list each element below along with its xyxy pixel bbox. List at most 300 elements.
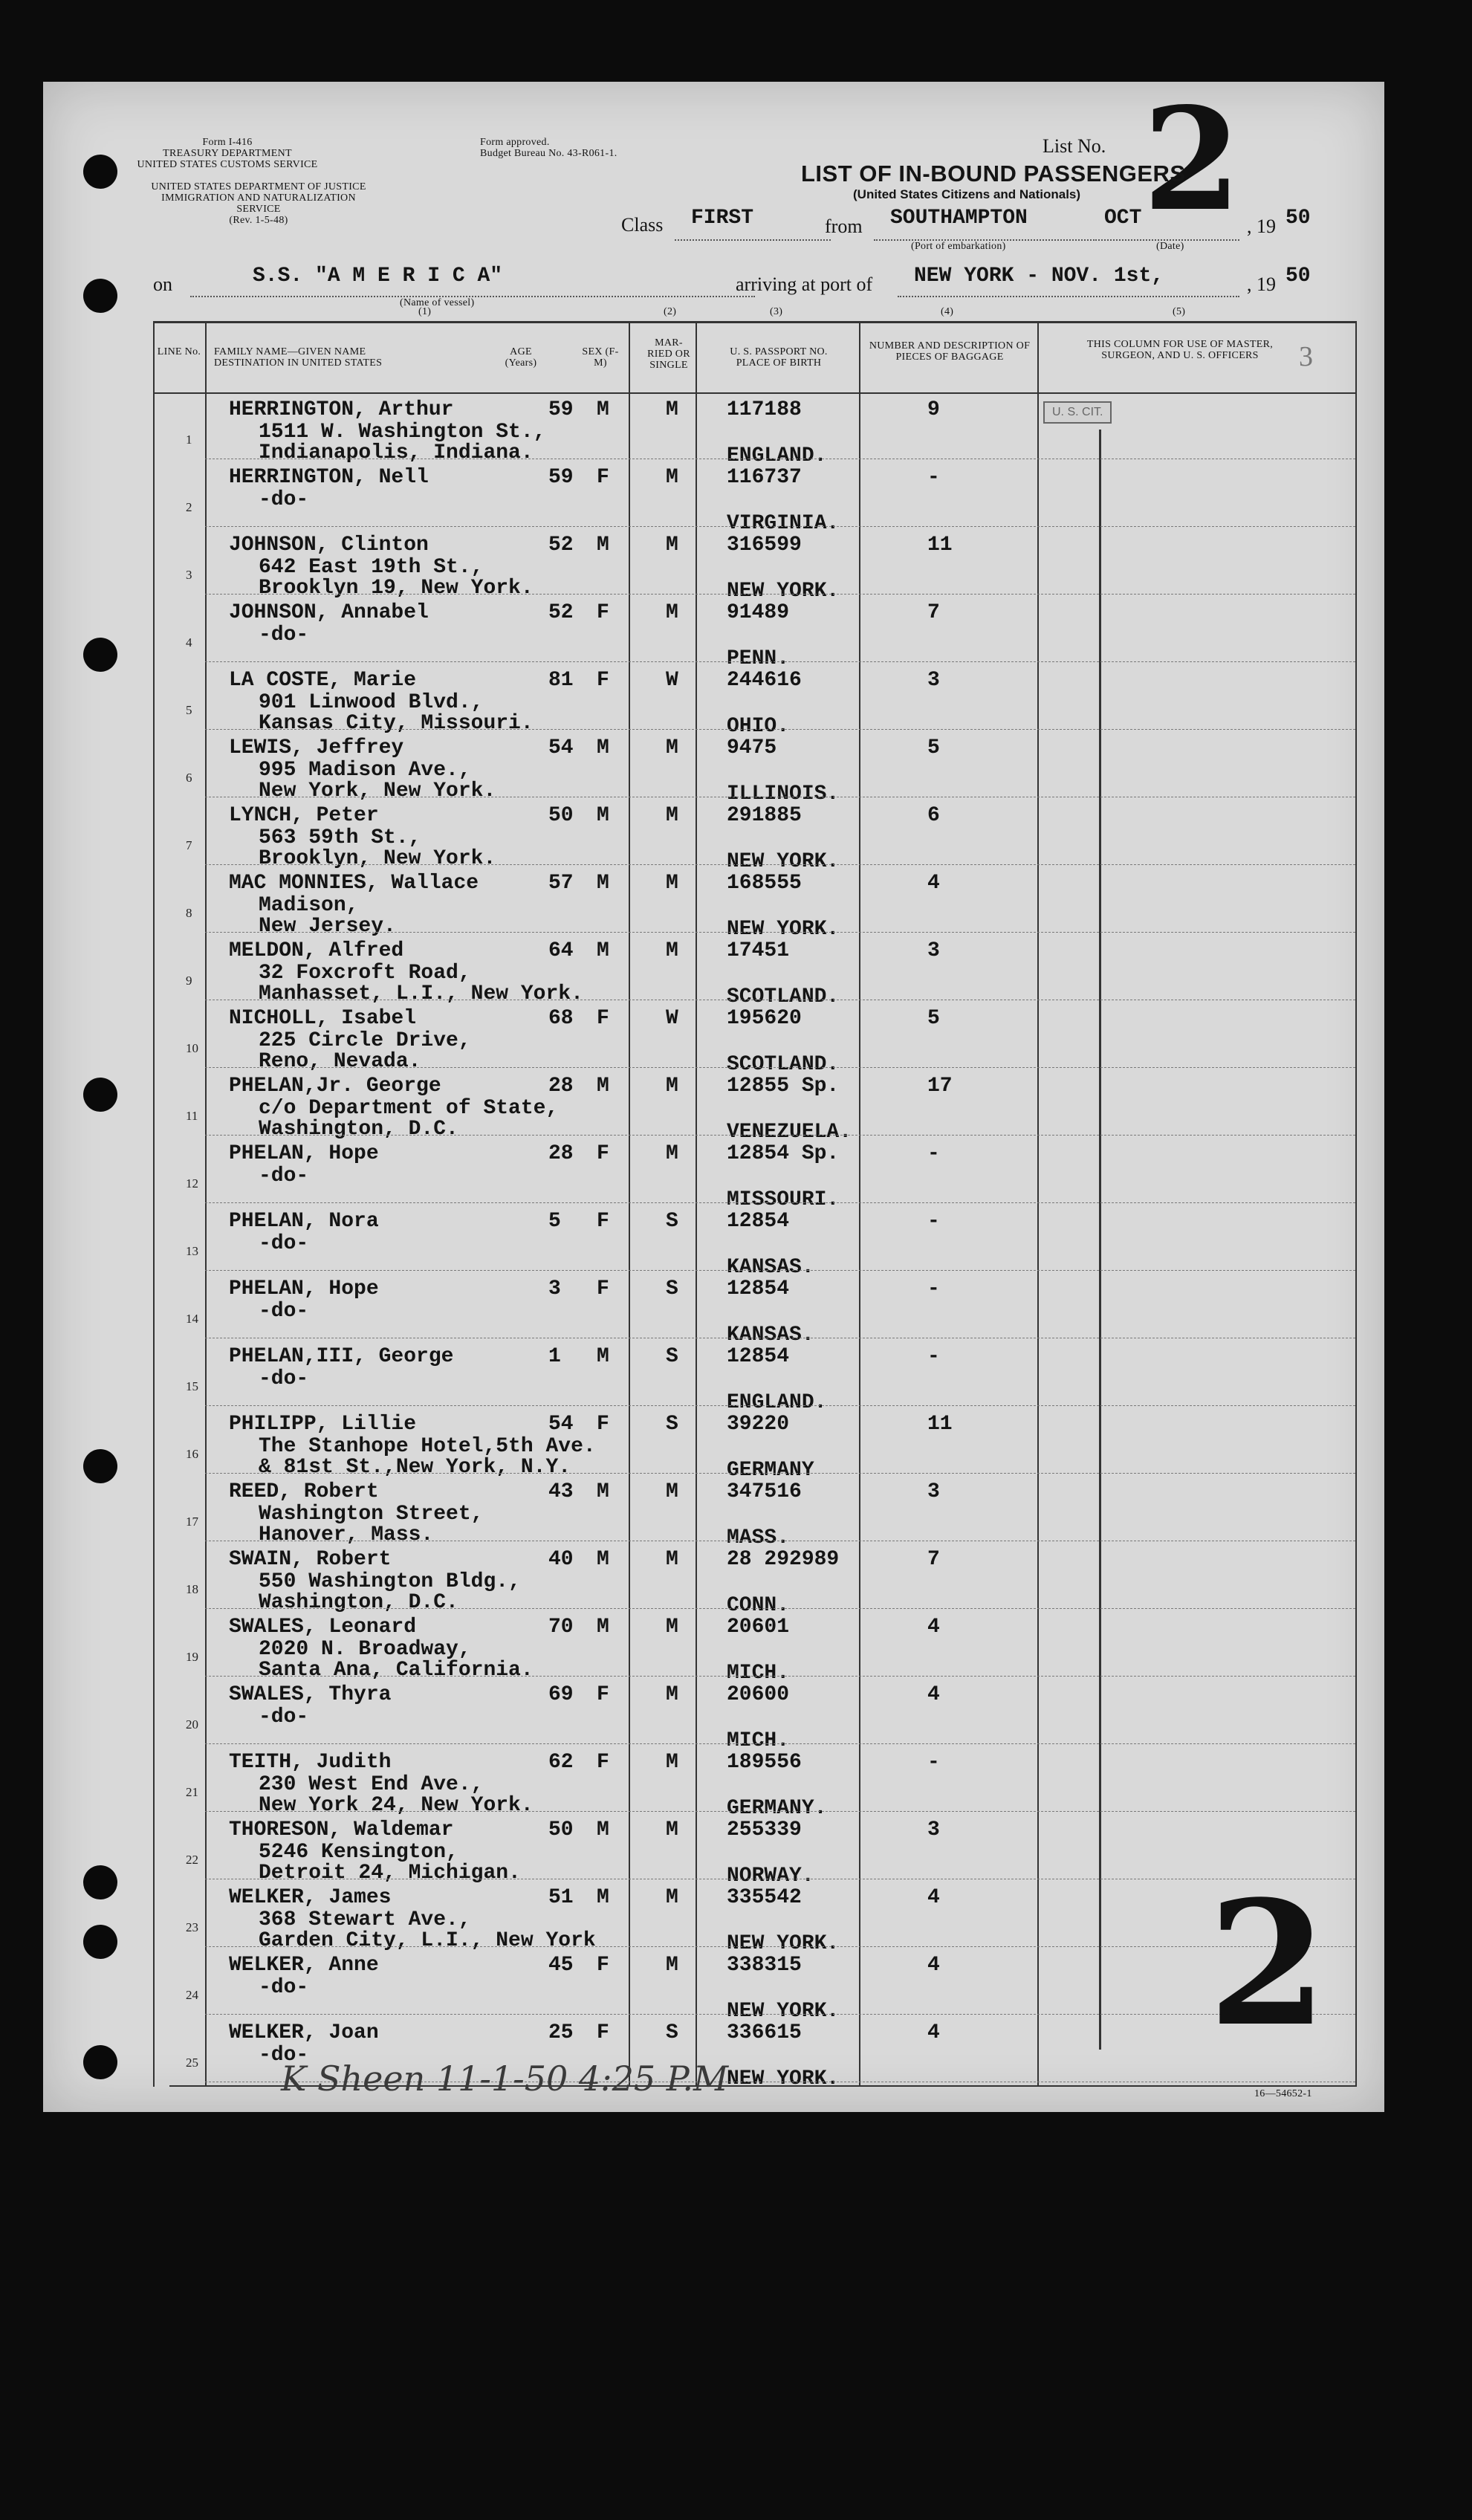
table-row [43, 1407, 1384, 1482]
passenger-baggage: 6 [927, 804, 940, 827]
passenger-name: PHELAN, Hope [229, 1142, 379, 1165]
table-row [43, 595, 1384, 670]
passenger-destination: 368 Stewart Ave., [259, 1908, 471, 1931]
passenger-name: LEWIS, Jeffrey [229, 736, 404, 759]
passenger-marital: M [666, 872, 678, 895]
passenger-sex: M [597, 736, 609, 759]
passenger-destination: The Stanhope Hotel,5th Ave. [259, 1435, 596, 1458]
passenger-destination: -do- [259, 1706, 309, 1729]
passenger-sex: M [597, 1480, 609, 1503]
passenger-marital: M [666, 1886, 678, 1909]
table-row [43, 1880, 1384, 1955]
form-header-treasury [131, 137, 324, 170]
passenger-name: WELKER, Joan [229, 2021, 379, 2044]
passenger-age: 28 [548, 1142, 574, 1165]
passenger-passport: 39220 [727, 1413, 790, 1436]
passenger-sex: F [597, 1683, 609, 1706]
passenger-baggage: - [927, 1142, 940, 1165]
passenger-name: PHELAN, Hope [229, 1277, 379, 1301]
table-row [43, 528, 1384, 603]
passenger-age: 70 [548, 1616, 574, 1639]
passenger-baggage: - [927, 1210, 940, 1233]
passenger-destination-2: Detroit 24, Michigan. [259, 1862, 521, 1885]
passenger-sex: M [597, 1616, 609, 1639]
passenger-baggage: 4 [927, 1954, 940, 1977]
form-number: Form I-416 [202, 137, 253, 148]
passenger-baggage: 11 [927, 534, 953, 557]
table-row [43, 392, 1384, 467]
table-row [43, 1542, 1384, 1617]
passenger-marital: M [666, 804, 678, 827]
passenger-destination-2: Santa Ana, California. [259, 1659, 534, 1682]
passenger-name: PHILIPP, Lillie [229, 1413, 417, 1436]
passenger-birthplace: NORWAY. [727, 1865, 814, 1888]
row-rule [205, 594, 1355, 595]
passenger-marital: M [666, 1548, 678, 1571]
passenger-age: 28 [548, 1075, 574, 1098]
col-header-officers: THIS COLUMN FOR USE OF MASTER, SURGEON, AND U. S. OFFICERS [1086, 339, 1274, 361]
passenger-birthplace: ILLINOIS. [727, 783, 840, 806]
passenger-passport: 316599 [727, 534, 802, 557]
passenger-birthplace: VIRGINIA. [727, 512, 840, 535]
passenger-age: 69 [548, 1683, 574, 1706]
table-row [43, 1272, 1384, 1347]
passenger-name: HERRINGTON, Arthur [229, 398, 454, 421]
passenger-birthplace: NEW YORK. [727, 1932, 840, 1955]
row-rule [205, 1202, 1355, 1203]
table-row [43, 1204, 1384, 1279]
passenger-destination: 563 59th St., [259, 826, 421, 849]
passenger-passport: 336615 [727, 2021, 802, 2044]
passenger-sex: F [597, 1210, 609, 1233]
passenger-sex: F [597, 1142, 609, 1165]
passenger-name: SWALES, Thyra [229, 1683, 392, 1706]
binder-hole [83, 2045, 117, 2079]
manifest-sheet [43, 77, 1384, 2112]
passenger-sex: F [597, 2021, 609, 2044]
class-line [675, 239, 831, 241]
passenger-birthplace: MISSOURI. [727, 1188, 840, 1211]
passenger-age: 64 [548, 939, 574, 962]
table-row [43, 1001, 1384, 1076]
passenger-birthplace: CONN. [727, 1594, 790, 1617]
passenger-sex: F [597, 466, 609, 489]
passenger-name: SWALES, Leonard [229, 1616, 417, 1639]
passenger-marital: M [666, 1954, 678, 1977]
ins-service: IMMIGRATION AND NATURALIZATION SERVICE [161, 192, 356, 215]
passenger-age: 52 [548, 534, 574, 557]
passenger-marital: M [666, 1818, 678, 1842]
passenger-passport: 12855 Sp. [727, 1075, 840, 1098]
passenger-marital: S [666, 2021, 678, 2044]
line-number: 16 [186, 1447, 198, 1461]
row-rule [205, 932, 1355, 933]
passenger-destination: -do- [259, 1165, 309, 1188]
year-prefix-1: , 19 [1247, 216, 1276, 237]
col-header-sex: SEX (F-M) [582, 346, 619, 369]
passenger-destination-2: Indianapolis, Indiana. [259, 441, 534, 464]
passenger-birthplace: KANSAS. [727, 1256, 814, 1279]
passenger-destination: -do- [259, 1367, 309, 1390]
passenger-name: MAC MONNIES, Wallace [229, 872, 479, 895]
passenger-name: PHELAN,Jr. George [229, 1075, 441, 1098]
passenger-age: 43 [548, 1480, 574, 1503]
arriving-label: arriving at port of [736, 273, 873, 295]
passenger-destination: -do- [259, 2044, 309, 2067]
passenger-baggage: 3 [927, 1818, 940, 1842]
page-mark: 3 [1299, 341, 1313, 372]
col-header-passport: U. S. PASSPORT NO. PLACE OF BIRTH [730, 346, 828, 369]
passenger-age: 81 [548, 669, 574, 692]
passenger-baggage: - [927, 1277, 940, 1301]
passenger-passport: 347516 [727, 1480, 802, 1503]
line-number: 25 [186, 2056, 198, 2070]
passenger-destination: -do- [259, 1300, 309, 1323]
binder-hole [83, 155, 117, 189]
revision: (Rev. 1-5-48) [229, 215, 288, 226]
table-row [43, 460, 1384, 535]
passenger-baggage: 4 [927, 1683, 940, 1706]
passenger-name: LA COSTE, Marie [229, 669, 417, 692]
passenger-sex: F [597, 669, 609, 692]
table-top-border [153, 321, 1355, 323]
passenger-birthplace: NEW YORK. [727, 918, 840, 941]
passenger-sex: F [597, 1751, 609, 1774]
approval-line-1: Form approved. [480, 137, 550, 148]
passenger-sex: M [597, 1548, 609, 1571]
list-number-stamp: 2 [1208, 1864, 1328, 2064]
passenger-destination: c/o Department of State, [259, 1097, 559, 1120]
line-number: 24 [186, 1988, 198, 2002]
passenger-age: 62 [548, 1751, 574, 1774]
binder-hole [83, 1449, 117, 1483]
passenger-sex: F [597, 1954, 609, 1977]
passenger-passport: 12854 [727, 1345, 790, 1368]
col-num-1: (1) [418, 306, 432, 317]
passenger-name: NICHOLL, Isabel [229, 1007, 417, 1030]
passenger-baggage: 5 [927, 1007, 940, 1030]
line-number: 10 [186, 1041, 198, 1055]
line-number: 11 [186, 1109, 198, 1123]
passenger-passport: 168555 [727, 872, 802, 895]
passenger-baggage: 11 [927, 1413, 953, 1436]
passenger-sex: F [597, 601, 609, 624]
line-number: 4 [186, 635, 192, 650]
passenger-passport: 117188 [727, 398, 802, 421]
col-header-line: LINE No. [157, 346, 201, 357]
year-prefix-2: , 19 [1247, 273, 1276, 295]
passenger-name: PHELAN,III, George [229, 1345, 454, 1368]
passenger-marital: M [666, 736, 678, 759]
passenger-baggage: 9 [927, 398, 940, 421]
line-number: 3 [186, 568, 192, 582]
passenger-sex: M [597, 1818, 609, 1842]
row-rule [205, 729, 1355, 730]
footer-code: 16—54652-1 [1254, 2088, 1312, 2099]
binder-hole [83, 1865, 117, 1899]
passenger-marital: W [666, 1007, 678, 1030]
passenger-sex: M [597, 1886, 609, 1909]
passenger-age: 40 [548, 1548, 574, 1571]
passenger-age: 50 [548, 1818, 574, 1842]
passenger-passport: 335542 [727, 1886, 802, 1909]
passenger-birthplace: OHIO. [727, 715, 790, 738]
list-no-label: List No. [1043, 135, 1106, 157]
passenger-marital: M [666, 466, 678, 489]
passenger-destination-2: Manhasset, L.I., New York. [259, 982, 583, 1005]
passenger-age: 57 [548, 872, 574, 895]
year-value-1: 50 [1285, 207, 1311, 230]
line-number: 7 [186, 838, 192, 852]
passenger-birthplace: SCOTLAND. [727, 985, 840, 1008]
passenger-marital: M [666, 398, 678, 421]
row-rule [205, 2014, 1355, 2015]
passenger-age: 45 [548, 1954, 574, 1977]
vessel-name: S.S. "A M E R I C A" [253, 265, 503, 288]
form-header-justice [140, 181, 377, 226]
passenger-destination-2: & 81st St.,New York, N.Y. [259, 1456, 571, 1479]
vessel-caption: (Name of vessel) [400, 297, 475, 308]
line-number: 14 [186, 1312, 198, 1326]
class-label: Class [621, 214, 664, 236]
passenger-age: 59 [548, 466, 574, 489]
passenger-marital: W [666, 669, 678, 692]
passenger-destination: Madison, [259, 894, 359, 917]
passenger-baggage: - [927, 1345, 940, 1368]
passenger-sex: M [597, 804, 609, 827]
passenger-baggage: 4 [927, 1886, 940, 1909]
passenger-destination-2: Garden City, L.I., New York [259, 1929, 596, 1952]
passenger-destination: 32 Foxcroft Road, [259, 962, 471, 985]
passenger-baggage: 7 [927, 1548, 940, 1571]
passenger-age: 54 [548, 736, 574, 759]
arrival-line [898, 296, 1239, 297]
row-rule [205, 1946, 1355, 1947]
passenger-age: 1 [548, 1345, 561, 1368]
treasury-dept: TREASURY DEPARTMENT [163, 148, 292, 159]
passenger-sex: F [597, 1277, 609, 1301]
passenger-baggage: - [927, 1751, 940, 1774]
passenger-destination: 230 West End Ave., [259, 1773, 484, 1796]
line-number: 22 [186, 1853, 198, 1867]
table-row [43, 1339, 1384, 1414]
justice-dept: UNITED STATES DEPARTMENT OF JUSTICE [151, 181, 366, 192]
col-header-married: MAR- RIED OR SINGLE [647, 337, 690, 371]
row-rule [205, 1608, 1355, 1609]
passenger-passport: 291885 [727, 804, 802, 827]
approval-line-2: Budget Bureau No. 43-R061-1. [480, 148, 617, 159]
passenger-destination: 550 Washington Bldg., [259, 1570, 521, 1593]
passenger-passport: 116737 [727, 466, 802, 489]
passenger-sex: F [597, 1007, 609, 1030]
line-number: 17 [186, 1515, 198, 1529]
passenger-marital: M [666, 1683, 678, 1706]
passenger-birthplace: NEW YORK. [727, 2000, 840, 2023]
from-label: from [825, 216, 863, 237]
table-row [43, 1677, 1384, 1752]
passenger-destination: 642 East 19th St., [259, 556, 484, 579]
passenger-baggage: 17 [927, 1075, 953, 1098]
passenger-age: 68 [548, 1007, 574, 1030]
row-rule [205, 1743, 1355, 1744]
passenger-marital: M [666, 1480, 678, 1503]
date-caption: (Date) [1156, 241, 1184, 252]
line-number: 20 [186, 1717, 198, 1732]
passenger-destination: -do- [259, 1976, 309, 1999]
passenger-marital: M [666, 939, 678, 962]
passenger-sex: M [597, 1075, 609, 1098]
passenger-name: WELKER, James [229, 1886, 392, 1909]
on-label: on [153, 273, 172, 295]
table-row [43, 1813, 1384, 1888]
passenger-marital: M [666, 1616, 678, 1639]
year-value-2: 50 [1285, 265, 1311, 288]
table-row [43, 798, 1384, 873]
passenger-birthplace: NEW YORK. [727, 850, 840, 873]
table-row [43, 1948, 1384, 2023]
passenger-destination: 1511 W. Washington St., [259, 421, 546, 444]
line-number: 1 [186, 433, 192, 447]
passenger-name: SWAIN, Robert [229, 1548, 392, 1571]
passenger-destination: 901 Linwood Blvd., [259, 691, 484, 714]
col-num-2: (2) [664, 306, 677, 317]
binder-hole [83, 279, 117, 313]
passenger-birthplace: SCOTLAND. [727, 1053, 840, 1076]
passenger-name: TEITH, Judith [229, 1751, 392, 1774]
passenger-birthplace: NEW YORK. [727, 2067, 840, 2090]
passenger-passport: 12854 [727, 1277, 790, 1301]
row-rule [205, 1473, 1355, 1474]
passenger-sex: M [597, 1345, 609, 1368]
table-row [43, 663, 1384, 738]
passenger-marital: S [666, 1210, 678, 1233]
line-number: 15 [186, 1379, 198, 1393]
line-number: 9 [186, 974, 192, 988]
passenger-destination: -do- [259, 623, 309, 647]
passenger-destination-2: Washington, D.C. [259, 1118, 458, 1141]
passenger-birthplace: VENEZUELA. [727, 1121, 852, 1144]
passenger-birthplace: MICH. [727, 1729, 790, 1752]
passenger-marital: M [666, 601, 678, 624]
passenger-birthplace: PENN. [727, 647, 790, 670]
passenger-destination: 2020 N. Broadway, [259, 1638, 471, 1661]
passenger-passport: 28 292989 [727, 1548, 840, 1571]
passenger-baggage: 5 [927, 736, 940, 759]
passenger-birthplace: KANSAS. [727, 1324, 814, 1347]
passenger-name: REED, Robert [229, 1480, 379, 1503]
table-row [43, 866, 1384, 941]
passenger-birthplace: GERMANY. [727, 1797, 827, 1820]
passenger-passport: 195620 [727, 1007, 802, 1030]
row-rule [205, 1135, 1355, 1136]
passenger-marital: M [666, 1075, 678, 1098]
binder-hole [83, 1078, 117, 1112]
binder-hole [83, 638, 117, 672]
line-number: 6 [186, 771, 192, 785]
passenger-baggage: - [927, 466, 940, 489]
passenger-baggage: 7 [927, 601, 940, 624]
line-number: 13 [186, 1244, 198, 1258]
passenger-name: PHELAN, Nora [229, 1210, 379, 1233]
passenger-sex: M [597, 398, 609, 421]
row-rule [205, 526, 1355, 527]
passenger-destination-2: New York 24, New York. [259, 1794, 534, 1817]
passenger-destination: Washington Street, [259, 1503, 484, 1526]
passenger-age: 5 [548, 1210, 561, 1233]
col-header-age: AGE (Years) [505, 346, 537, 369]
table-row [43, 1745, 1384, 1820]
list-number: 2 [1143, 77, 1242, 242]
table-row [43, 933, 1384, 1008]
passenger-marital: S [666, 1413, 678, 1436]
us-citizen-stamp: U. S. CIT. [1043, 401, 1112, 424]
passenger-birthplace: ENGLAND. [727, 444, 827, 467]
passenger-destination: -do- [259, 488, 309, 511]
passenger-baggage: 4 [927, 1616, 940, 1639]
passenger-baggage: 3 [927, 669, 940, 692]
col-header-baggage: NUMBER AND DESCRIPTION OF PIECES OF BAGGAGE [869, 340, 1031, 363]
passenger-marital: M [666, 1751, 678, 1774]
col-num-5: (5) [1173, 306, 1186, 317]
col-num-3: (3) [770, 306, 783, 317]
line-number: 21 [186, 1785, 198, 1799]
passenger-baggage: 3 [927, 1480, 940, 1503]
passenger-destination-2: New York, New York. [259, 780, 496, 803]
passenger-marital: M [666, 534, 678, 557]
passenger-age: 54 [548, 1413, 574, 1436]
passenger-name: WELKER, Anne [229, 1954, 379, 1977]
row-rule [205, 1405, 1355, 1406]
inspector-signature: K Sheen 11-1-50 4:25 P.M [281, 2059, 729, 2099]
passenger-destination: -do- [259, 1232, 309, 1255]
line-number: 8 [186, 906, 192, 920]
passenger-baggage: 4 [927, 2021, 940, 2044]
customs-service: UNITED STATES CUSTOMS SERVICE [137, 159, 318, 170]
line-number: 12 [186, 1176, 198, 1191]
passenger-destination: 995 Madison Ave., [259, 759, 471, 782]
line-number: 2 [186, 500, 192, 514]
passenger-destination-2: Hanover, Mass. [259, 1523, 434, 1546]
passenger-age: 25 [548, 2021, 574, 2044]
table-row [43, 1136, 1384, 1211]
passenger-marital: S [666, 1345, 678, 1368]
passenger-passport: 20601 [727, 1616, 790, 1639]
passenger-name: LYNCH, Peter [229, 804, 379, 827]
passenger-baggage: 4 [927, 872, 940, 895]
passenger-passport: 338315 [727, 1954, 802, 1977]
row-rule [205, 864, 1355, 865]
passenger-passport: 255339 [727, 1818, 802, 1842]
row-rule [205, 661, 1355, 662]
port-caption: (Port of embarkation) [911, 241, 1006, 252]
passenger-destination-2: New Jersey. [259, 915, 396, 938]
line-number: 5 [186, 703, 192, 717]
passenger-destination-2: Brooklyn 19, New York. [259, 577, 534, 600]
row-rule [205, 1270, 1355, 1271]
passenger-destination: 225 Circle Drive, [259, 1029, 471, 1052]
passenger-birthplace: ENGLAND. [727, 1391, 827, 1414]
passenger-passport: 12854 Sp. [727, 1142, 840, 1165]
class-value: FIRST [691, 207, 754, 230]
passenger-name: MELDON, Alfred [229, 939, 404, 962]
arrival-value: NEW YORK - NOV. 1st, [914, 265, 1164, 288]
passenger-destination-2: Washington, D.C. [259, 1591, 458, 1614]
table-row [43, 1069, 1384, 1144]
passenger-sex: M [597, 939, 609, 962]
passenger-passport: 12854 [727, 1210, 790, 1233]
col-header-name: FAMILY NAME—GIVEN NAME DESTINATION IN UNITED STATES [214, 346, 383, 369]
passenger-name: THORESON, Waldemar [229, 1818, 454, 1842]
